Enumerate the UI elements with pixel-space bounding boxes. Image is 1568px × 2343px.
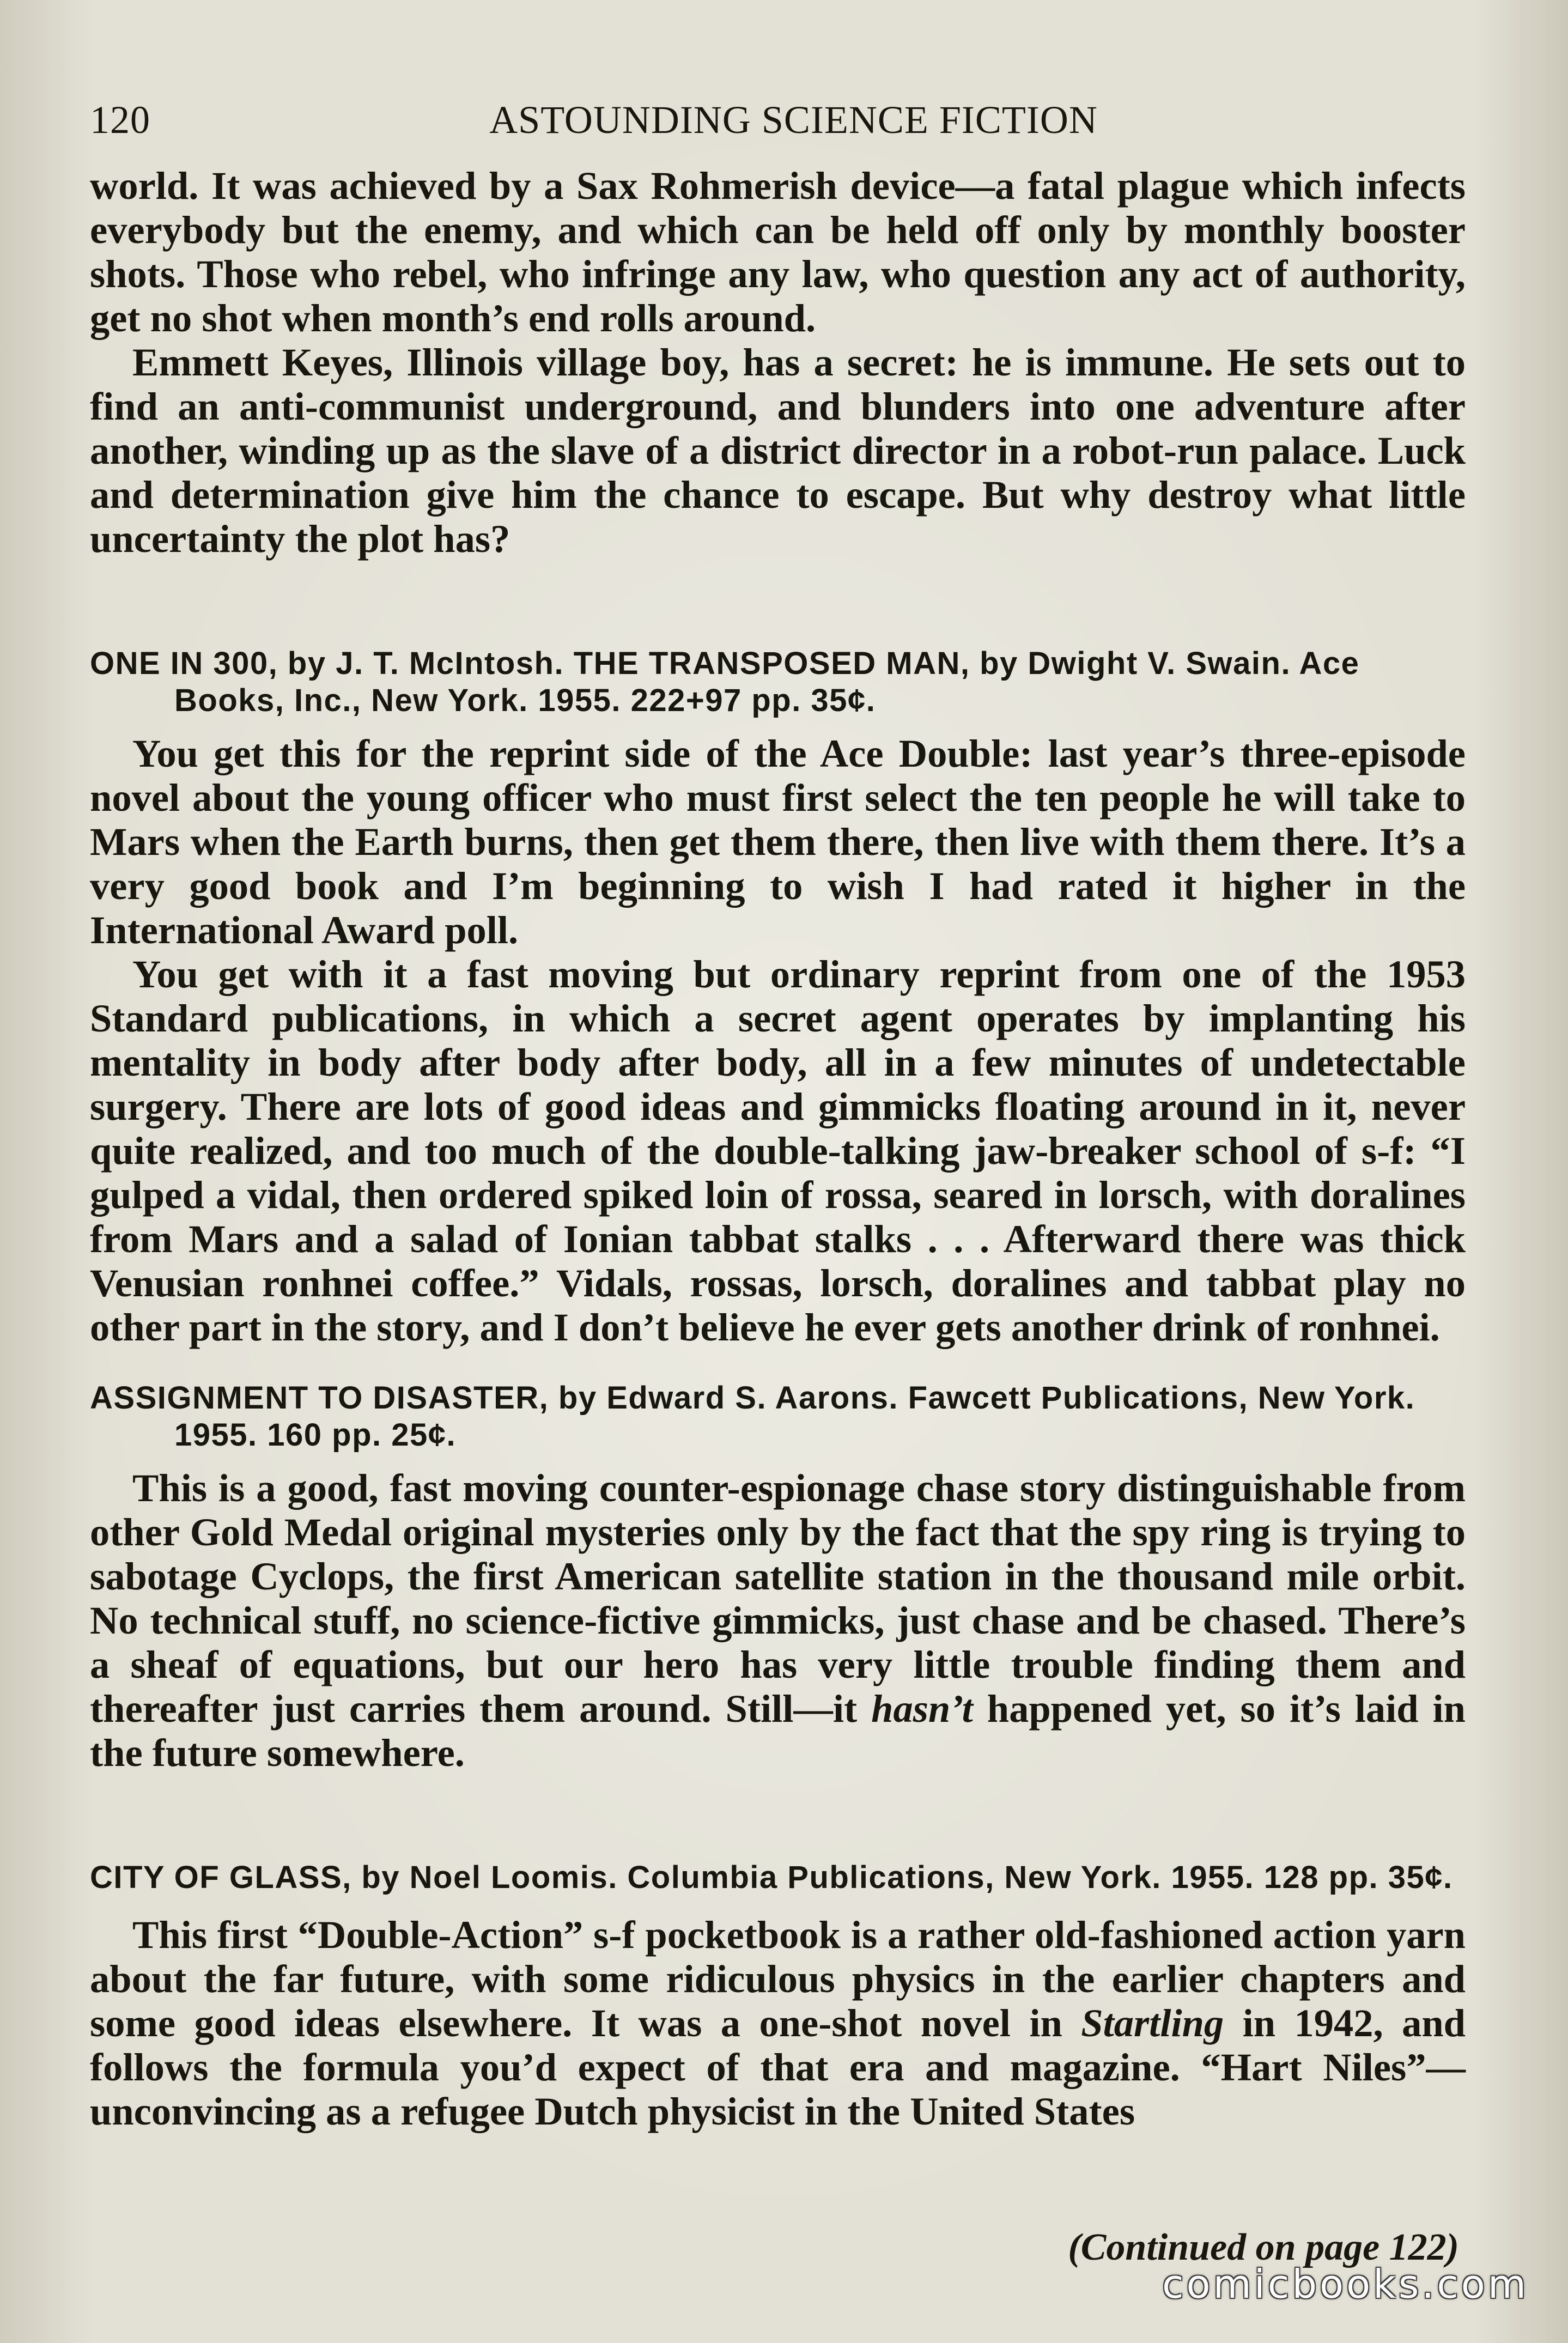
page-header [90,93,1464,147]
review-entry [90,1380,1466,1775]
review-text: happened yet, so it’s laid in the future somewhere. [90,1686,1466,1775]
review-emphasis: Startling [1081,2001,1224,2045]
running-title: ASTOUNDING SCIENCE FICTION [489,98,1098,142]
review-entry [90,645,1466,1349]
review-citation: ONE IN 300, by J. T. McIntosh. THE TRANSPOSED MAN, by Dwight V. Swain. Ace Books, Inc., New York. 1955. 222+97 pp. 35¢. [90,646,1360,718]
review-emphasis: hasn’t [871,1686,973,1731]
article-body [90,163,1466,2133]
intro-paragraph-2: Emmett Keyes, Illinois village boy, has a secret: he is immune. He sets out to find an anti-communist underground, and blunders into one adventure after another, winding up as the slave of a district director in a robot-run palace. Luck and determination give him the chance to escape. But why destroy what little uncertainty the plot has? [90,340,1466,561]
review-paragraph: You get this for the reprint side of the Ace Double: last year’s three-episode novel about the young officer who must first select the ten people he will take to Mars when the Earth burns, then get them there, then live with them there. It’s a very good book and I’m beginning to wish I had rated it higher in the International Award poll. [90,731,1466,952]
review-text: in 1942, and follows the formula you’d expect of that era and magazine. “Hart Niles”—unconvincing as a refugee Dutch physicist in the United States [90,2001,1466,2133]
review-text: This is a good, fast moving counter-espionage chase story distinguishable from other Gold Medal original mysteries only by the fact that the spy ring is trying to sabotage Cyclops, the first American satellite station in the thousand mile orbit. No technical stuff, no science-fictive gimmicks, just chase and be chased. There’s a sheaf of equations, but our hero has very little trouble finding them and thereafter just carries them around. Still—it [90,1466,1466,1731]
review-text: This first “Double-Action” s-f pocketbook is a rather old-fashioned action yarn about the far future, with some ridiculous physics in the earlier chapters and some good ideas elsewhere. It was a one-shot novel in [90,1913,1466,2045]
continued-note: (Continued on page 122) [1068,2226,1459,2268]
review-paragraph [90,1466,1466,1775]
review-citation: ASSIGNMENT TO DISASTER, by Edward S. Aarons. Fawcett Publications, New York. 1955. 160 pp. 25¢. [90,1380,1415,1453]
intro-paragraph-1: world. It was achieved by a Sax Rohmerish device—a fatal plague which infects everybody but the enemy, and which can be held off only by monthly booster shots. Those who rebel, who infringe any law, who question any act of authority, get no shot when month’s end rolls around. [90,163,1466,340]
review-paragraph: You get with it a fast moving but ordinary reprint from one of the 1953 Standard publications, in which a secret agent operates by implanting his mentality in body after body after body, all in a few minutes of undetectable surgery. There are lots of good ideas and gimmicks floating around in it, never quite realized, and too much of the double-talking jaw-breaker school of s-f: “I gulped a vidal, then ordered spiked loin of rossa, seared in lorsch, with doralines from Mars and a salad of Ionian tabbat stalks . . . Afterward there was thick Venusian ronhnei coffee.” Vidals, rossas, lorsch, doralines and tabbat play no other part in the story, and I don’t believe he ever gets another drink of ronhnei. [90,952,1466,1349]
review-entry [90,1859,1466,2133]
page-number: 120 [90,98,150,142]
watermark: comicbooks.com [1162,2261,1529,2307]
review-citation: CITY OF GLASS, by Noel Loomis. Columbia Publications, New York. 1955. 128 pp. 35¢. [90,1860,1453,1895]
review-paragraph [90,1913,1466,2133]
